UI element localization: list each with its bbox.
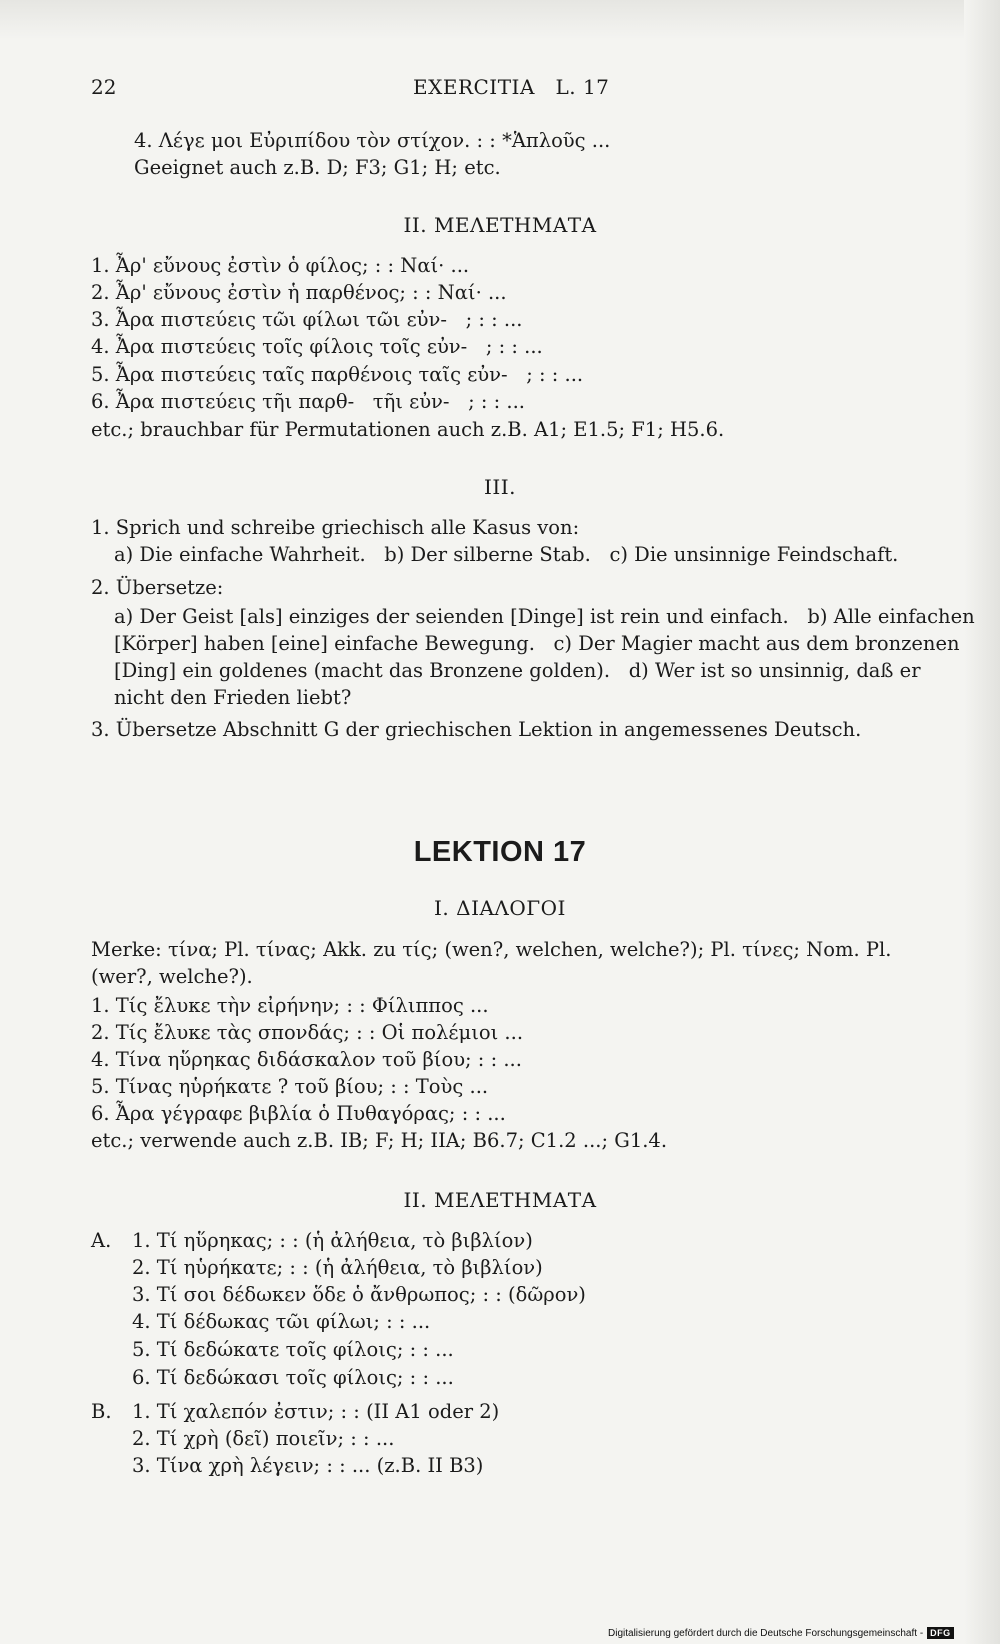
exercise-line: 1. Τί ηὕρηκας; : : (ἡ ἀλήθεια, τὸ βιβλίον)	[132, 1229, 533, 1252]
footer-text: Digitalisierung gefördert durch die Deutsche Forschungsgemeinschaft -	[608, 1627, 924, 1639]
exercise-line: nicht den Frieden liebt?	[114, 686, 352, 709]
dialog-line: 1. Τίς ἔλυκε τὴν εἰρήνην; : : Φίλιππος ...	[91, 994, 489, 1017]
dialog-line: 4. Τίνα ηὕρηκας διδάσκαλον τοῦ βίου; : : ...	[91, 1048, 522, 1071]
text-line: etc.; brauchbar für Permutationen auch z.B. A1; E1.5; F1; H5.6.	[91, 418, 725, 441]
group-label-a: A.	[91, 1229, 112, 1252]
exercise-line: 2. Τί χρὴ (δεῖ) ποιεῖν; : : ...	[132, 1427, 395, 1450]
exercise-line: [Ding] ein goldenes (macht das Bronzene golden). d) Wer ist so unsinnig, daß er	[114, 659, 921, 682]
dialog-line: 5. Τίνας ηὑρήκατε ? τοῦ βίου; : : Τοὺς ...	[91, 1075, 489, 1098]
exercise-line: 5. Τί δεδώκατε τοῖς φίλοις; : : ...	[132, 1338, 454, 1361]
exercise-line: 2. Τί ηὑρήκατε; : : (ἡ ἀλήθεια, τὸ βιβλίον)	[132, 1256, 543, 1279]
text-line: Geeignet auch z.B. D; F3; G1; H; etc.	[134, 156, 501, 179]
exercise-line: 4. Ἆρα πιστεύεις τοῖς φίλοις τοῖς εὐν- ; : : ...	[91, 335, 543, 358]
section-heading: III.	[483, 475, 517, 499]
scan-right-edge	[964, 0, 1000, 1644]
text-line: Merke: τίνα; Pl. τίνας; Akk. zu τίς; (wen?, welchen, welche?); Pl. τίνες; Nom. Pl.	[91, 938, 892, 961]
exercise-line: 3. Τί σοι δέδωκεν ὅδε ὁ ἄνθρωπος; : : (δῶρον)	[132, 1283, 586, 1306]
lesson-title: LEKTION 17	[413, 836, 587, 868]
exercise-line: 2. Übersetze:	[91, 576, 224, 599]
exercise-line: [Körper] haben [eine] einfache Bewegung. c) Der Magier macht aus dem bronzenen	[114, 632, 960, 655]
scan-top-shadow	[0, 0, 1000, 40]
text-line: (wer?, welche?).	[91, 965, 253, 988]
group-label-b: B.	[91, 1400, 112, 1423]
section-heading: II. ΜΕΛΕΤΗΜΑΤΑ	[403, 213, 597, 237]
exercise-line: 1. Sprich und schreibe griechisch alle Kasus von:	[91, 516, 580, 539]
dialog-line: 6. Ἆρα γέγραφε βιβλία ὁ Πυθαγόρας; : : ...	[91, 1102, 506, 1125]
text-line: 4. Λέγε μοι Εὐριπίδου τὸν στίχον. : : *Ἁπλοῦς ...	[134, 129, 611, 152]
exercise-line: a) Der Geist [als] einziges der seienden [Dinge] ist rein und einfach. b) Alle einfachen	[114, 605, 975, 628]
exercise-line: 3. Ἆρα πιστεύεις τῶι φίλωι τῶι εὐν- ; : : ...	[91, 308, 523, 331]
dfg-logo-icon: DFG	[927, 1627, 954, 1639]
exercise-line: 2. Ἆρ' εὔνους ἐστὶν ἡ παρθένος; : : Ναί· ...	[91, 281, 507, 304]
exercise-line: 3. Τίνα χρὴ λέγειν; : : ... (z.B. II B3)	[132, 1454, 484, 1477]
dialog-line: 2. Τίς ἔλυκε τὰς σπονδάς; : : Οἱ πολέμιοι ...	[91, 1021, 524, 1044]
text-line: etc.; verwende auch z.B. IB; F; H; IIA; B6.7; C1.2 ...; G1.4.	[91, 1129, 668, 1152]
page-number: 22	[91, 75, 117, 99]
section-heading: I. ΔΙΑΛΟΓΟΙ	[434, 896, 566, 920]
exercise-line: 1. Τί χαλεπόν ἐστιν; : : (II A1 oder 2)	[132, 1400, 500, 1423]
exercise-line: 5. Ἆρα πιστεύεις ταῖς παρθένοις ταῖς εὐν- ; : : ...	[91, 363, 584, 386]
digitization-footer	[608, 1627, 954, 1639]
exercise-line: a) Die einfache Wahrheit. b) Der silberne Stab. c) Die unsinnige Feindschaft.	[114, 543, 899, 566]
exercise-line: 1. Ἆρ' εὔνους ἐστὶν ὁ φίλος; : : Ναί· ...	[91, 254, 470, 277]
exercise-line: 4. Τί δέδωκας τῶι φίλωι; : : ...	[132, 1310, 431, 1333]
exercise-line: 6. Τί δεδώκασι τοῖς φίλοις; : : ...	[132, 1366, 454, 1389]
exercise-line: 6. Ἆρα πιστεύεις τῆι παρθ- τῆι εὐν- ; : : ...	[91, 390, 525, 413]
exercise-line: 3. Übersetze Abschnitt G der griechischen Lektion in angemessenes Deutsch.	[91, 718, 862, 741]
running-header: EXERCITIA L. 17	[413, 75, 610, 99]
section-heading: II. ΜΕΛΕΤΗΜΑΤΑ	[403, 1188, 597, 1212]
